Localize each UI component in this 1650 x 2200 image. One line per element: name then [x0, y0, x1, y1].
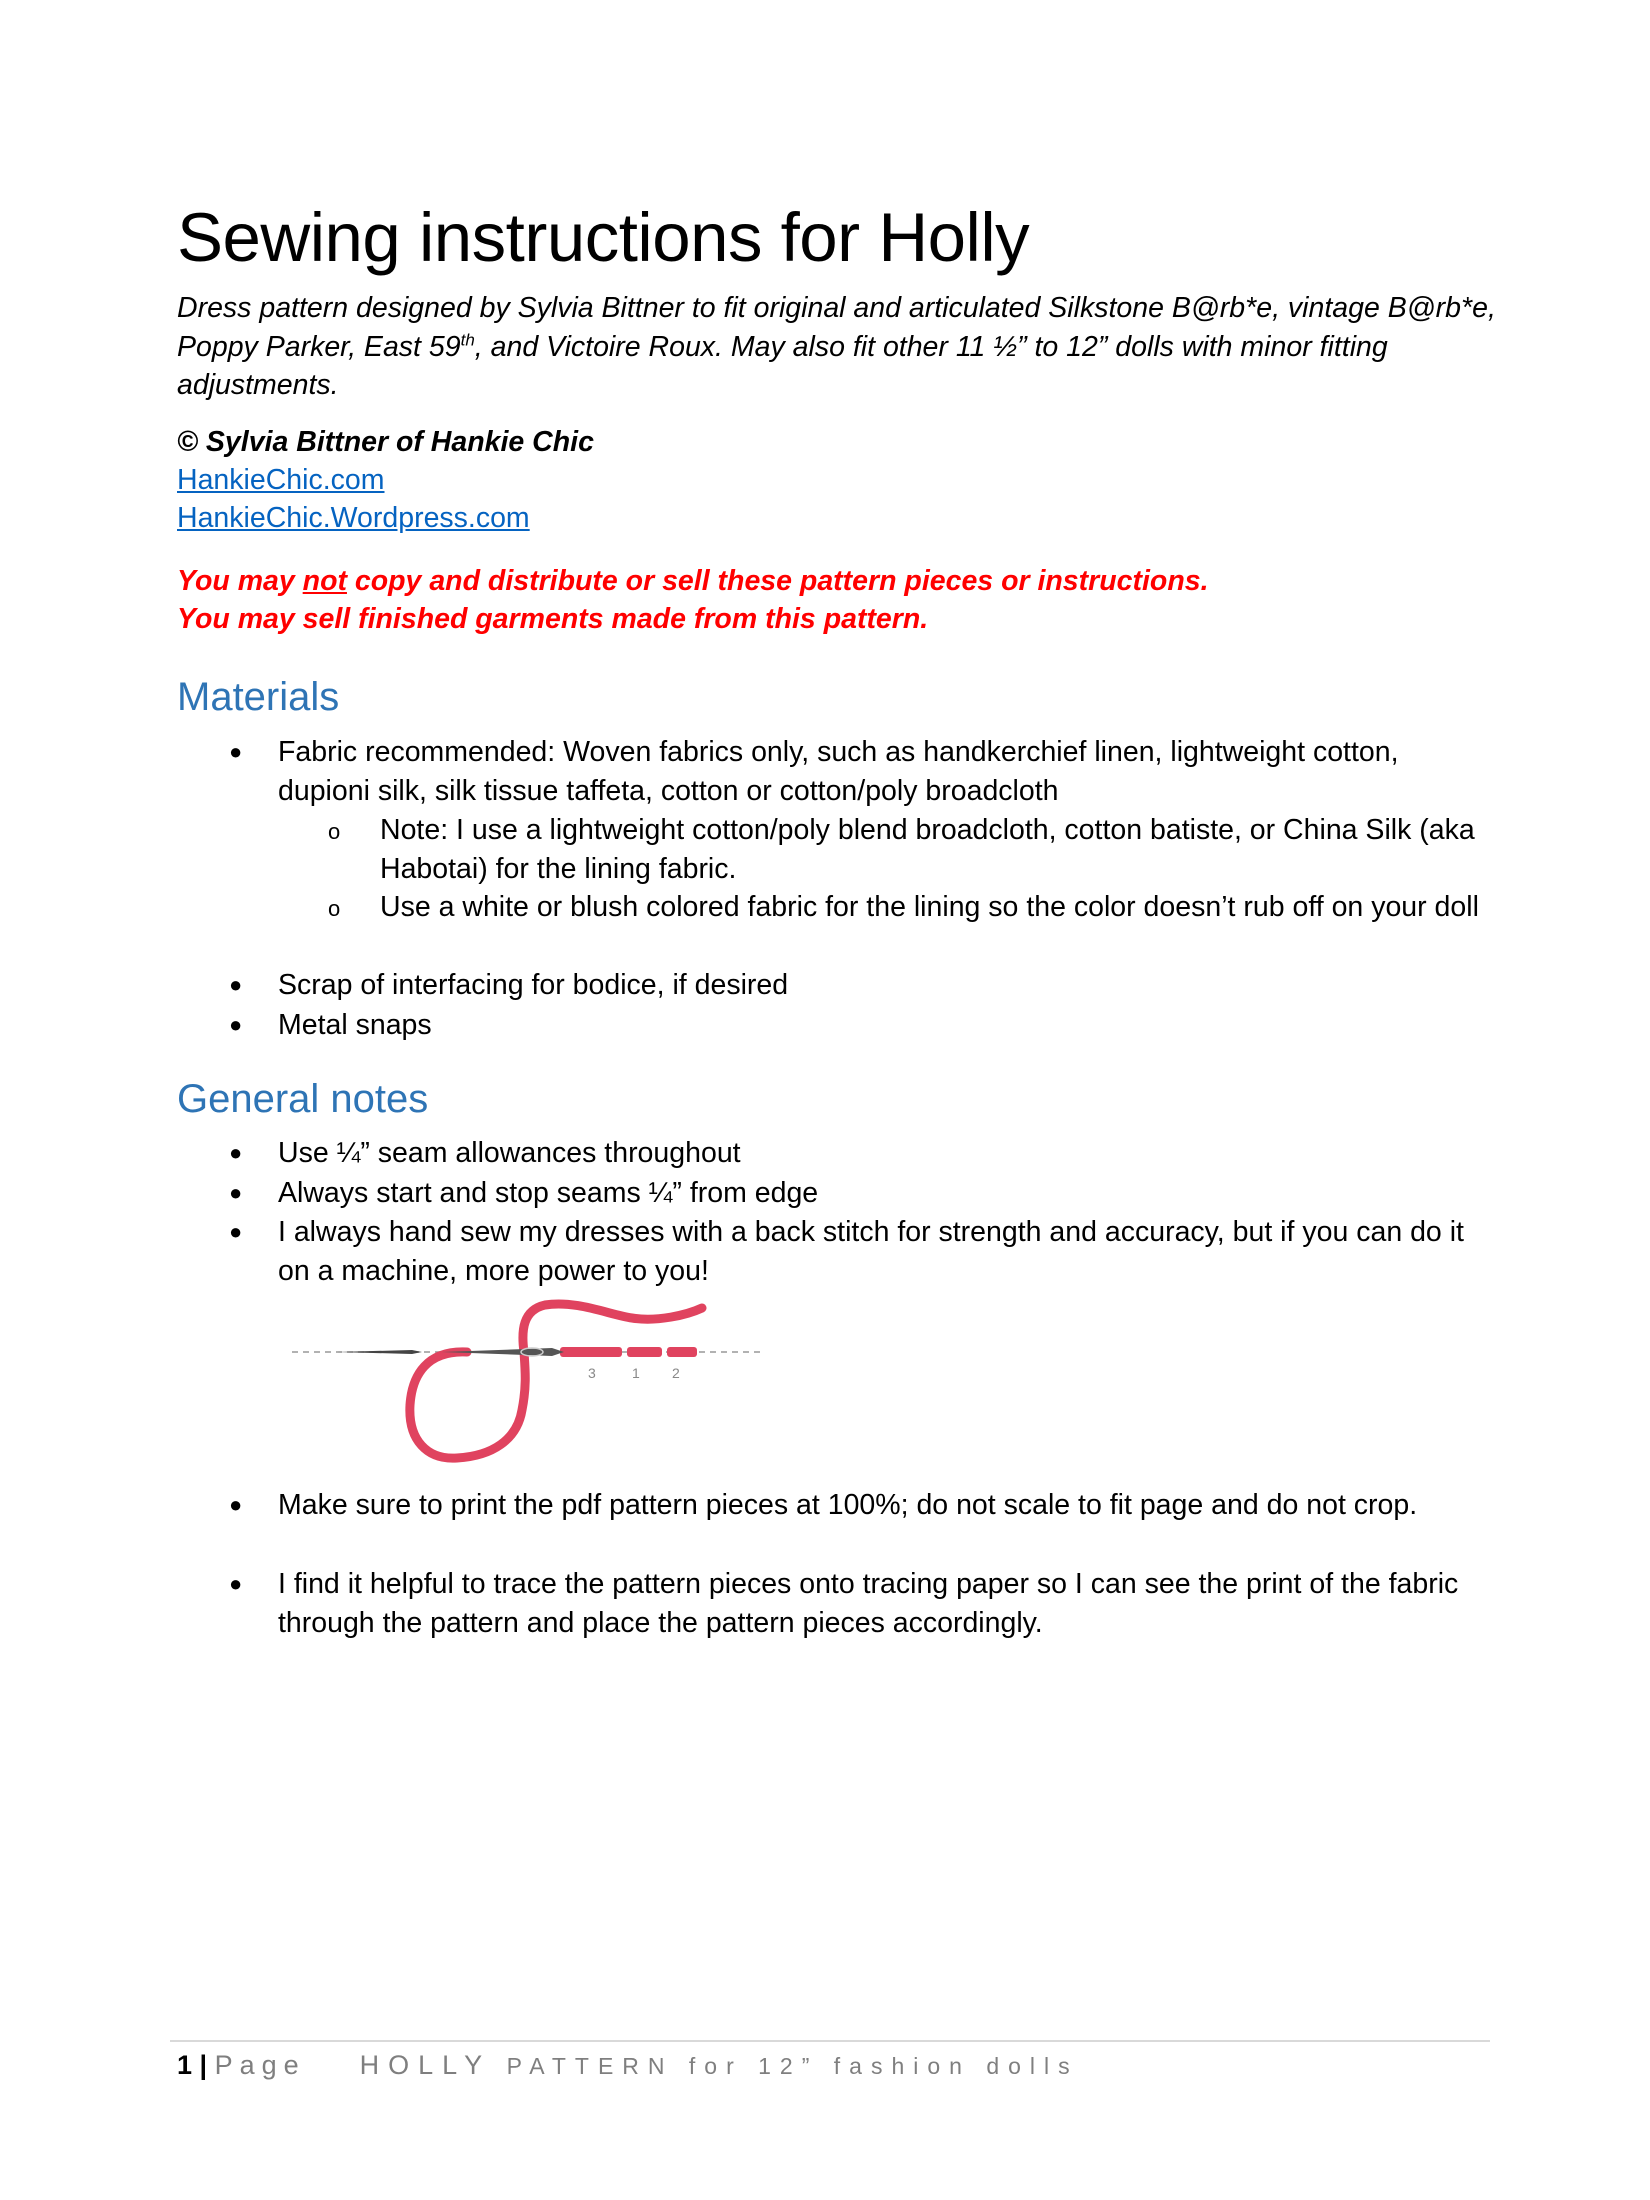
bullet-icon: ●	[229, 1219, 243, 1244]
copyright-line: © Sylvia Bittner of Hankie Chic	[177, 426, 594, 458]
list-item: ● Use ¼” seam allowances throughout	[278, 1134, 1488, 1173]
footer-divider	[170, 2040, 1490, 2042]
stitch-labels	[588, 1365, 680, 1381]
bullet-icon: ●	[229, 1012, 243, 1037]
footer-title-main: HOLLY	[359, 2050, 492, 2080]
list-item: ● I always hand sew my dresses with a back stitch for strength and accuracy, but if you can do it on a machine, more power to you!	[278, 1213, 1488, 1290]
page-word: Page	[214, 2050, 306, 2080]
thread-loop	[410, 1352, 525, 1458]
subtitle	[177, 289, 1507, 405]
thread-upper	[523, 1304, 702, 1352]
bullet-icon: ●	[229, 1140, 243, 1165]
circle-bullet-icon: o	[328, 896, 341, 921]
copyright-warning	[177, 562, 1209, 638]
circle-bullet-icon: o	[328, 819, 341, 844]
page-footer	[177, 2045, 1079, 2086]
materials-heading: Materials	[177, 675, 340, 719]
warning-line1-a: You may	[177, 565, 303, 597]
bullet-icon: ●	[229, 972, 243, 997]
stitch-label: 2	[672, 1365, 680, 1381]
footer-document-title	[360, 2050, 1079, 2080]
list-item: ● Fabric recommended: Woven fabrics only, such as handkerchief linen, lightweight cotton, dupioni silk, silk tissue taffeta, cotton or cotton/poly broadcloth	[278, 733, 1488, 810]
subtitle-part1: Dress pattern designed by Sylvia Bittner to fit original and articulated Silkstone B@rb*e, vintage B@rb*e, Poppy Parker, East 59	[177, 292, 1496, 363]
list-item: ● Always start and stop seams ¼” from edge	[278, 1174, 1488, 1213]
footer-separator: |	[192, 2050, 215, 2080]
general-notes-heading: General notes	[177, 1077, 429, 1121]
page-title: Sewing instructions for Holly	[177, 199, 1030, 276]
stitch-segment	[667, 1347, 697, 1357]
website-link[interactable]: HankieChic.com	[177, 464, 385, 496]
list-item: o Use a white or blush colored fabric for the lining so the color doesn’t rub off on your doll	[380, 888, 1480, 927]
stitches	[560, 1347, 697, 1357]
bullet-icon: ●	[229, 739, 243, 764]
warning-line1-b: copy and distribute or sell these pattern pieces or instructions.	[346, 565, 1209, 597]
bullet-icon: ●	[229, 1180, 243, 1205]
footer-title-rest: PATTERN for 12” fashion dolls	[491, 2053, 1079, 2079]
list-item: ● I find it helpful to trace the pattern pieces onto tracing paper so I can see the print of the fabric through the pattern and place the pattern pieces accordingly.	[278, 1565, 1488, 1642]
subtitle-superscript: th	[460, 330, 475, 349]
stitch-segment	[627, 1347, 662, 1357]
list-item: ● Make sure to print the pdf pattern pieces at 100%; do not scale to fit page and do not crop.	[278, 1486, 1488, 1525]
blog-link[interactable]: HankieChic.Wordpress.com	[177, 502, 530, 534]
page-number: 1	[177, 2050, 193, 2080]
stitch-label: 1	[632, 1365, 640, 1381]
list-item: ● Scrap of interfacing for bodice, if desired	[278, 966, 1488, 1005]
stitch-segment	[560, 1347, 622, 1357]
subtitle-part2: , and Victoire Roux. May also fit other 11 ½” to 12” dolls with minor fitting adjustments.	[177, 330, 1388, 401]
warning-emphasis-not: not	[302, 565, 347, 597]
list-item: ● Metal snaps	[278, 1006, 1488, 1045]
bullet-icon: ●	[229, 1571, 243, 1596]
back-stitch-illustration	[292, 1290, 772, 1470]
needle-tip-left	[337, 1350, 422, 1354]
bullet-icon: ●	[229, 1492, 243, 1517]
warning-line2: You may sell finished garments made from this pattern.	[177, 603, 929, 635]
list-item: o Note: I use a lightweight cotton/poly blend broadcloth, cotton batiste, or China Silk (aka Habotai) for the lining fabric.	[328, 814, 1475, 885]
stitch-label: 3	[588, 1365, 596, 1381]
